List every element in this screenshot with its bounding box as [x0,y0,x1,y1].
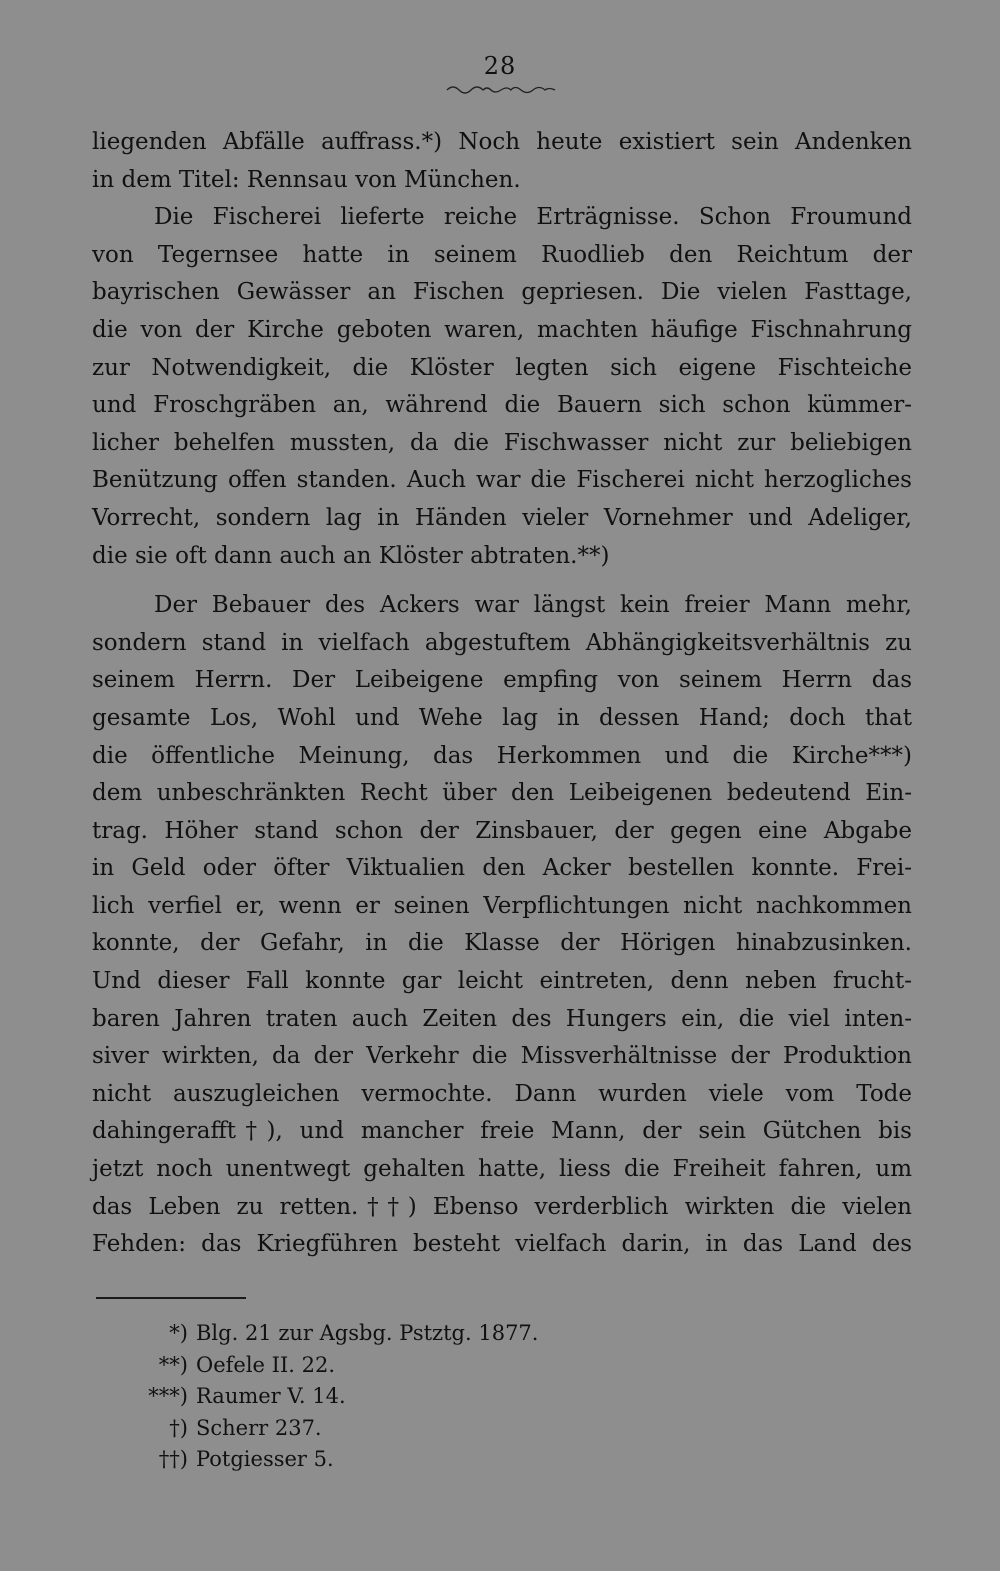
footnote-mark: ††) [158,1447,188,1471]
text-line: in Geld oder öfter Viktualien den Acker bestellen konnte. Frei- [92,855,912,882]
text-line: licher behelfen mussten, da die Fischwasser nicht zur beliebigen [92,429,912,456]
text-line: Die Fischerei lieferte reiche Erträgnisse. Schon Froumund [154,204,912,231]
text-line: zur Notwendigkeit, die Klöster legten sich eigene Fischteiche [92,354,912,381]
footnote-text: Raumer V. 14. [196,1384,346,1408]
text-line: von Tegernsee hatte in seinem Ruodlieb den Reichtum der [92,241,912,268]
text-line: die von der Kirche geboten waren, machten häufige Fischnahrung [92,316,912,343]
text-line: dem unbeschränkten Recht über den Leibeigenen bedeutend Ein- [92,780,912,807]
footnotes [120,1318,720,1476]
paragraph [92,124,912,199]
text-line: jetzt noch unentwegt gehalten hatte, liess die Freiheit fahren, um [92,1156,912,1183]
page-number: 28 [483,52,517,80]
paragraph-gap [92,575,912,587]
text-line: liegenden Abfälle auffrass.*) Noch heute existiert sein Andenken [92,129,912,155]
footnote [120,1381,720,1413]
text-line: gesamte Los, Wohl und Wehe lag in dessen Hand; doch that [92,704,912,731]
footnote [120,1444,720,1476]
body-text [92,124,912,1264]
text-line: siver wirkten, da der Verkehr die Missverhältnisse der Produktion [92,1043,912,1070]
footnote-text: Oefele II. 22. [196,1352,336,1377]
text-line: Benützung offen standen. Auch war die Fischerei nicht herzogliches [92,467,912,494]
text-line: in dem Titel: Rennsau von München. [92,166,521,193]
text-line: Und dieser Fall konnte gar leicht eintreten, denn neben frucht- [92,968,912,995]
footnote-mark: ***) [148,1384,188,1408]
text-line: das Leben zu retten.††) Ebenso verderblich wirkten die vielen [92,1193,912,1220]
footnote-separator [96,1297,246,1299]
footnote [120,1318,720,1350]
text-line: baren Jahren traten auch Zeiten des Hungers ein, die viel inten- [92,1005,912,1032]
footnote-mark: **) [158,1352,188,1377]
text-line: Vorrecht, sondern lag in Händen vieler Vornehmer und Adeliger, [92,504,912,531]
text-line: seinem Herrn. Der Leibeigene empfing von seinem Herrn das [92,667,912,694]
text-line: die sie oft dann auch an Klöster abtraten.**) [92,542,610,569]
page-number-ornament [445,82,557,94]
footnote-text: Potgiesser 5. [196,1447,334,1471]
text-line: sondern stand in vielfach abgestuftem Abhängigkeitsverhältnis zu [92,629,912,656]
text-line: dahingerafft†), und mancher freie Mann, der sein Gütchen bis [92,1118,912,1145]
footnote [120,1350,720,1382]
text-line: bayrischen Gewässer an Fischen gepriesen. Die vielen Fasttage, [92,279,912,306]
paragraph [92,199,912,575]
footnote-text: Blg. 21 zur Agsbg. Pstztg. 1877. [196,1321,539,1345]
text-line: lich verfiel er, wenn er seinen Verpflichtungen nicht nachkommen [92,892,912,919]
text-line: Fehden: das Kriegführen besteht vielfach darin, in das Land des [92,1231,912,1258]
footnote-text: Scherr 237. [196,1415,322,1440]
text-line: nicht auszugleichen vermochte. Dann wurden viele vom Tode [92,1080,912,1107]
text-line: und Froschgräben an, während die Bauern sich schon kümmer- [92,392,912,419]
footnote-mark: †) [169,1415,188,1440]
text-line: Der Bebauer des Ackers war längst kein freier Mann mehr, [154,592,912,619]
text-line: konnte, der Gefahr, in die Klasse der Hörigen hinabzusinken. [92,930,912,957]
paragraph [92,587,912,1264]
footnote-mark: *) [169,1321,188,1345]
text-line: die öffentliche Meinung, das Herkommen und die Kirche***) [92,742,912,769]
text-line: trag. Höher stand schon der Zinsbauer, der gegen eine Abgabe [92,817,912,844]
footnote [120,1413,720,1445]
